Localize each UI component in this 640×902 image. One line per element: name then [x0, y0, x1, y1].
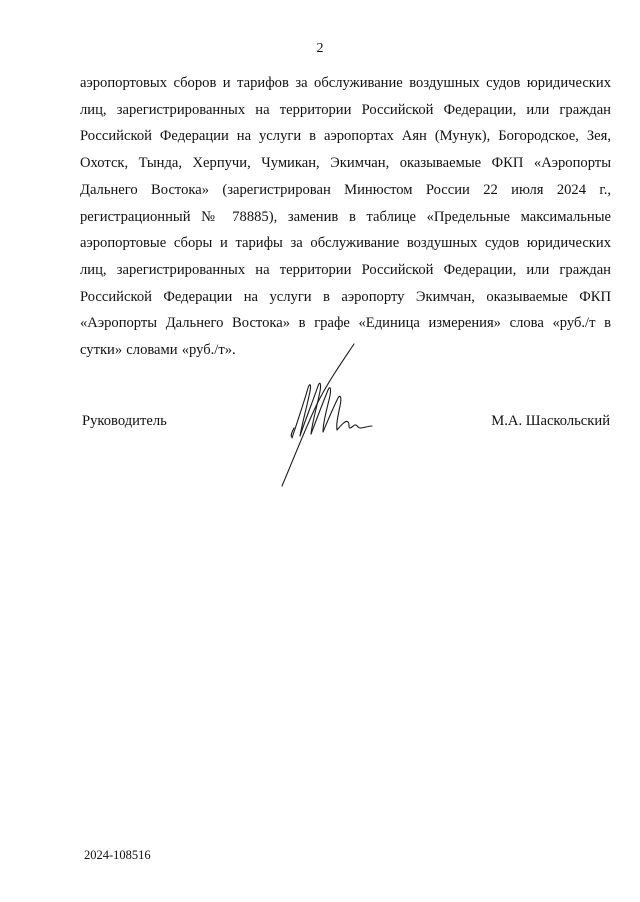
signatory-name: М.А. Шаскольский: [491, 413, 610, 429]
signature-block: [0, 340, 640, 500]
handwritten-signature: [262, 340, 382, 490]
page-number: 2: [316, 41, 324, 56]
signatory-position: Руководитель: [82, 413, 167, 429]
body-paragraph: аэропортовых сборов и тарифов за обслуживание воздушных судов юридических лиц, зарегистрированных на территории Российской Федерации, или граждан Российской Федерации на услуги в аэропортах Аян (Мунук), Богородское, Зея, Охотск, Тында, Херпучи, Чумикан, Экимчан, оказываемые ФКП «Аэропорты Дальнего Востока» (зарегистрирован Минюстом России 22 июля 2024 г., регистрационный № 78885), заменив в таблице «Предельные максимальные аэропортовые сборы и тарифы за обслуживание воздушных судов юридических лиц, зарегистрированных на территории Российской Федерации, или граждан Российской Федерации на услуги в аэропорту Экимчан, оказываемые ФКП «Аэропорты Дальнего Востока» в графе «Единица измерения» слова «руб./т в сутки» словами «руб./т».: [80, 75, 611, 359]
document-number: 2024-108516: [84, 848, 151, 862]
